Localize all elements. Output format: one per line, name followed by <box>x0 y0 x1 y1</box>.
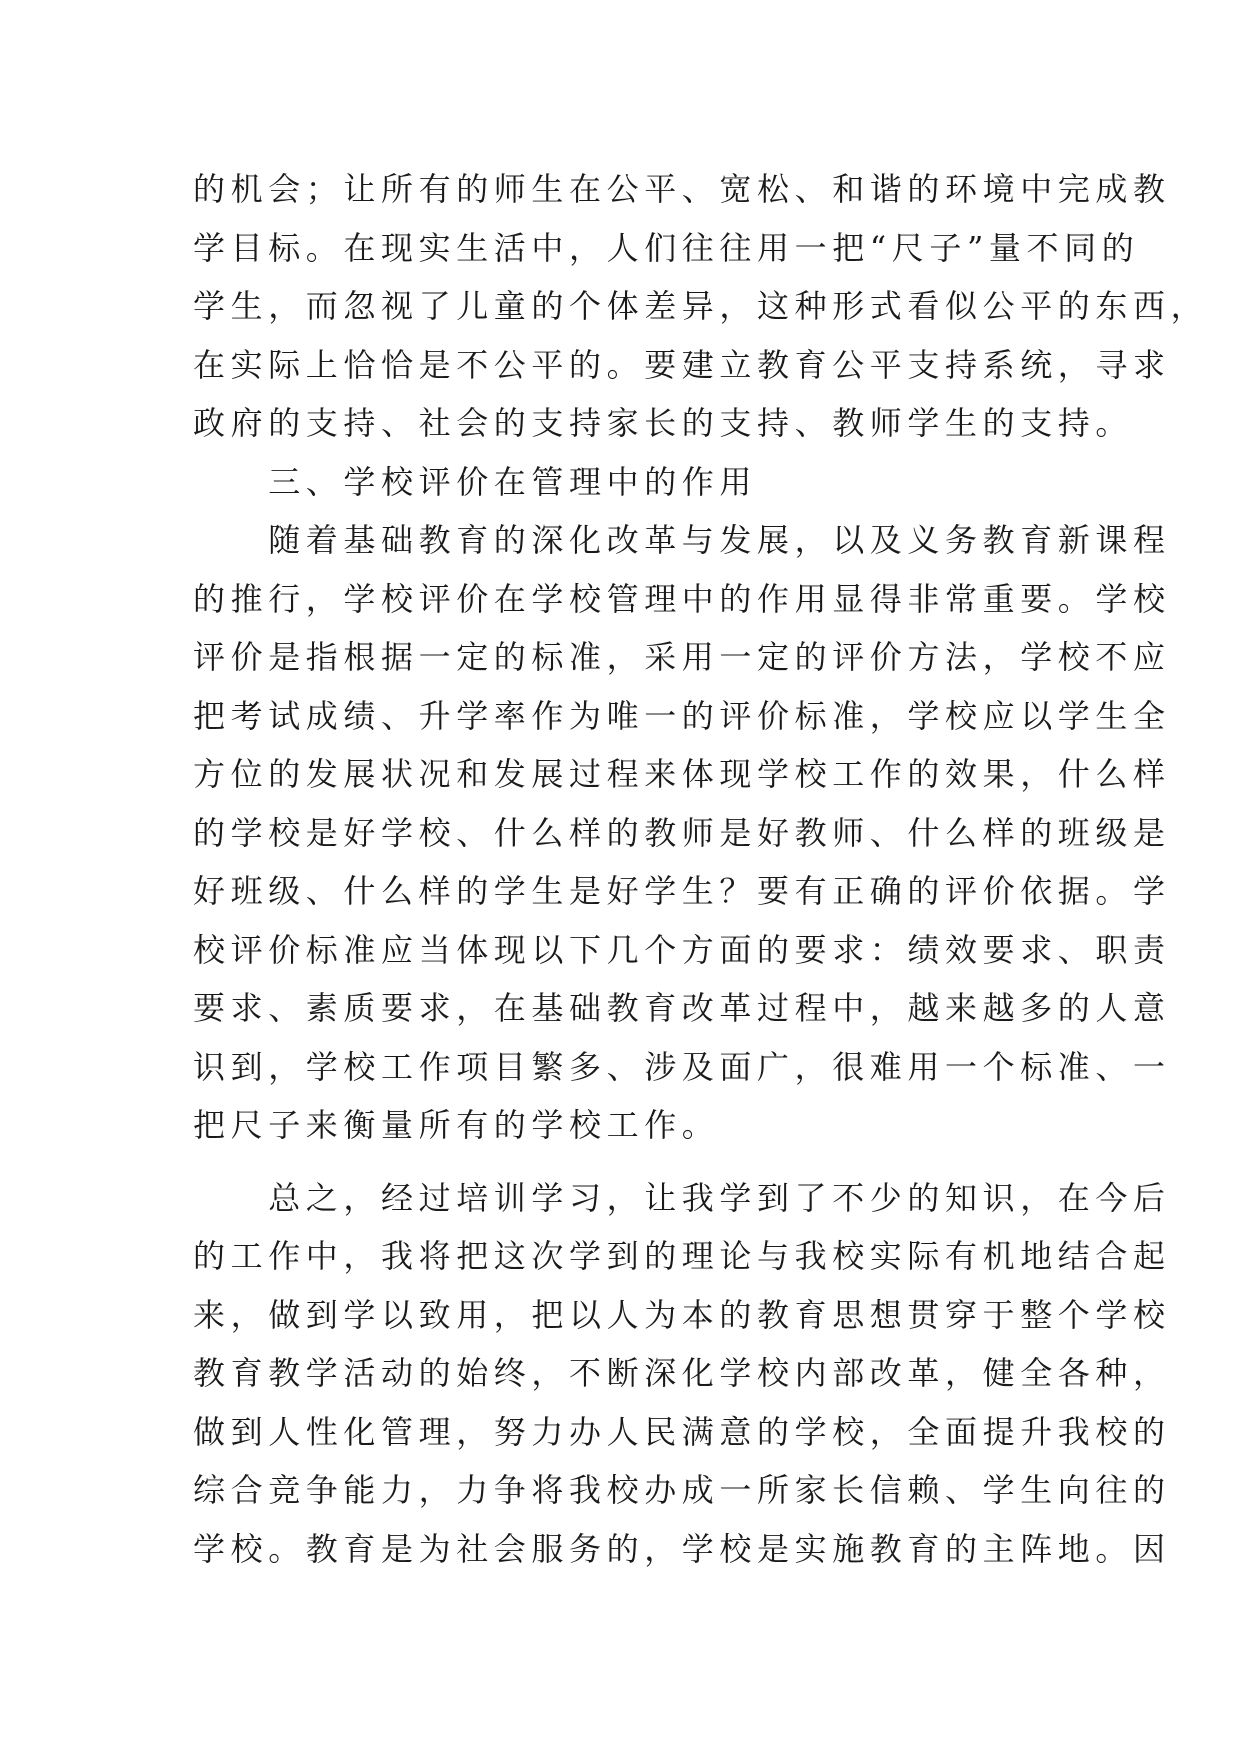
body-text <box>193 160 1209 1578</box>
text-line-23: 综合竞争能力，力争将我校办成一所家长信赖、学生向往的 <box>193 1471 1171 1509</box>
text-line-9: 评价是指根据一定的标准，采用一定的评价方法，学校不应 <box>193 638 1171 676</box>
text-line-7: 随着基础教育的深化改革与发展，以及义务教育新课程 <box>193 521 1171 559</box>
text-line-8: 的推行，学校评价在学校管理中的作用显得非常重要。学校 <box>193 579 1171 618</box>
text-line-19: 的工作中，我将把这次学到的理论与我校实际有机地结合起 <box>193 1237 1171 1275</box>
text-line-21: 教育教学活动的始终，不断深化学校内部改革，健全各种， <box>193 1354 1171 1392</box>
text-line-2: 学目标。在现实生活中，人们往往用一把“尺子”量不同的 <box>193 228 1140 267</box>
text-line-20: 来，做到学以致用，把以人为本的教育思想贯穿于整个学校 <box>193 1295 1171 1334</box>
text-line-18: 总之，经过培训学习，让我学到了不少的知识，在今后 <box>193 1178 1171 1217</box>
paragraph-gap <box>193 1155 1053 1169</box>
text-line-1: 的机会；让所有的师生在公平、宽松、和谐的环境中完成教 <box>193 170 1171 208</box>
text-line-17: 把尺子来衡量所有的学校工作。 <box>193 1106 720 1144</box>
section-heading: 三、学校评价在管理中的作用 <box>193 462 758 501</box>
text-line-12: 的学校是好学校、什么样的教师是好教师、什么样的班级是 <box>193 813 1171 852</box>
text-line-13: 好班级、什么样的学生是好学生？要有正确的评价依据。学 <box>193 872 1171 910</box>
text-line-11: 方位的发展状况和发展过程来体现学校工作的效果，什么样 <box>193 755 1171 793</box>
text-line-14: 校评价标准应当体现以下几个方面的要求：绩效要求、职责 <box>193 930 1171 969</box>
text-line-10: 把考试成绩、升学率作为唯一的评价标准，学校应以学生全 <box>193 696 1171 735</box>
text-line-16: 识到，学校工作项目繁多、涉及面广，很难用一个标准、一 <box>193 1047 1171 1086</box>
text-line-4: 在实际上恰恰是不公平的。要建立教育公平支持系统，寻求 <box>193 345 1171 384</box>
text-line-22: 做到人性化管理，努力办人民满意的学校，全面提升我校的 <box>193 1412 1171 1451</box>
text-line-15: 要求、素质要求，在基础教育改革过程中，越来越多的人意 <box>193 989 1171 1027</box>
text-line-5: 政府的支持、社会的支持家长的支持、教师学生的支持。 <box>193 404 1134 442</box>
text-line-24: 学校。教育是为社会服务的，学校是实施教育的主阵地。因 <box>193 1529 1171 1568</box>
text-line-3: 学生，而忽视了儿童的个体差异，这种形式看似公平的东西， <box>193 287 1209 325</box>
